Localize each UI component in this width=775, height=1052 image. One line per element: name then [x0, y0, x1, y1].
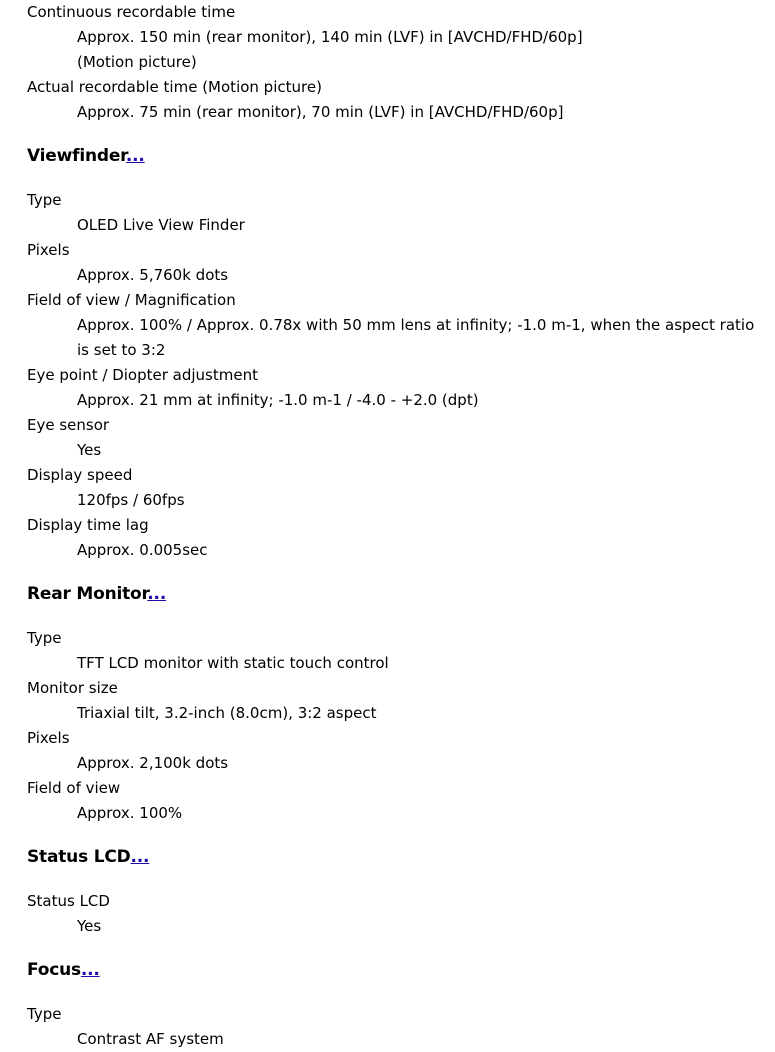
viewfinder-more-link[interactable]: ... — [125, 146, 145, 166]
section-title-status-lcd: Status LCD... — [27, 847, 150, 867]
spec-document — [27, 0, 767, 1052]
spec-value: Triaxial tilt, 3.2-inch (8.0cm), 3:2 aspect — [77, 704, 377, 722]
spec-value: TFT LCD monitor with static touch control — [77, 654, 389, 672]
spec-value: OLED Live View Finder — [77, 216, 245, 234]
spec-value: Approx. 5,760k dots — [77, 266, 229, 284]
spec-value: Approx. 100% — [77, 804, 183, 822]
spec-term: Type — [27, 191, 62, 209]
spec-term: Display speed — [27, 466, 133, 484]
spec-term: Pixels — [27, 729, 70, 747]
spec-term: Field of view / Magnification — [27, 291, 236, 309]
battery-spec-list — [27, 0, 767, 125]
spec-value: (Motion picture) — [77, 53, 197, 71]
viewfinder-spec-list — [27, 188, 767, 563]
status-lcd-spec-list — [27, 889, 767, 939]
spec-term: Eye point / Diopter adjustment — [27, 366, 258, 384]
focus-more-link[interactable]: ... — [80, 960, 100, 980]
spec-value: Yes — [77, 441, 102, 459]
section-title-rear-monitor: Rear Monitor... — [27, 584, 167, 604]
rear-monitor-more-link[interactable]: ... — [147, 584, 167, 604]
spec-value: Approx. 150 min (rear monitor), 140 min (LVF) in [AVCHD/FHD/60p] — [77, 28, 583, 46]
spec-term: Field of view — [27, 779, 121, 797]
spec-value: Yes — [77, 917, 102, 935]
rear-monitor-spec-list — [27, 626, 767, 826]
spec-value: Approx. 75 min (rear monitor), 70 min (LVF) in [AVCHD/FHD/60p] — [77, 103, 564, 121]
spec-value: Approx. 2,100k dots — [77, 754, 229, 772]
spec-term: Eye sensor — [27, 416, 110, 434]
spec-value: Approx. 21 mm at infinity; -1.0 m-1 / -4.0 - +2.0 (dpt) — [77, 391, 479, 409]
status-lcd-more-link[interactable]: ... — [130, 847, 150, 867]
spec-term: Monitor size — [27, 679, 118, 697]
spec-term: Display time lag — [27, 516, 149, 534]
spec-value: 120fps / 60fps — [77, 491, 185, 509]
spec-term: Continuous recordable time — [27, 3, 236, 21]
spec-term: Actual recordable time (Motion picture) — [27, 78, 322, 96]
spec-value: Contrast AF system — [77, 1030, 224, 1048]
focus-spec-list — [27, 1002, 767, 1052]
spec-term: Pixels — [27, 241, 70, 259]
spec-term: Status LCD — [27, 892, 110, 910]
spec-value: Approx. 100% / Approx. 0.78x with 50 mm lens at infinity; -1.0 m-1, when the aspect ratio is set to 3:2 — [77, 316, 755, 359]
section-title-viewfinder: Viewfinder... — [27, 146, 145, 166]
spec-term: Type — [27, 1005, 62, 1023]
spec-value: Approx. 0.005sec — [77, 541, 208, 559]
section-title-focus: Focus... — [27, 960, 100, 980]
spec-term: Type — [27, 629, 62, 647]
